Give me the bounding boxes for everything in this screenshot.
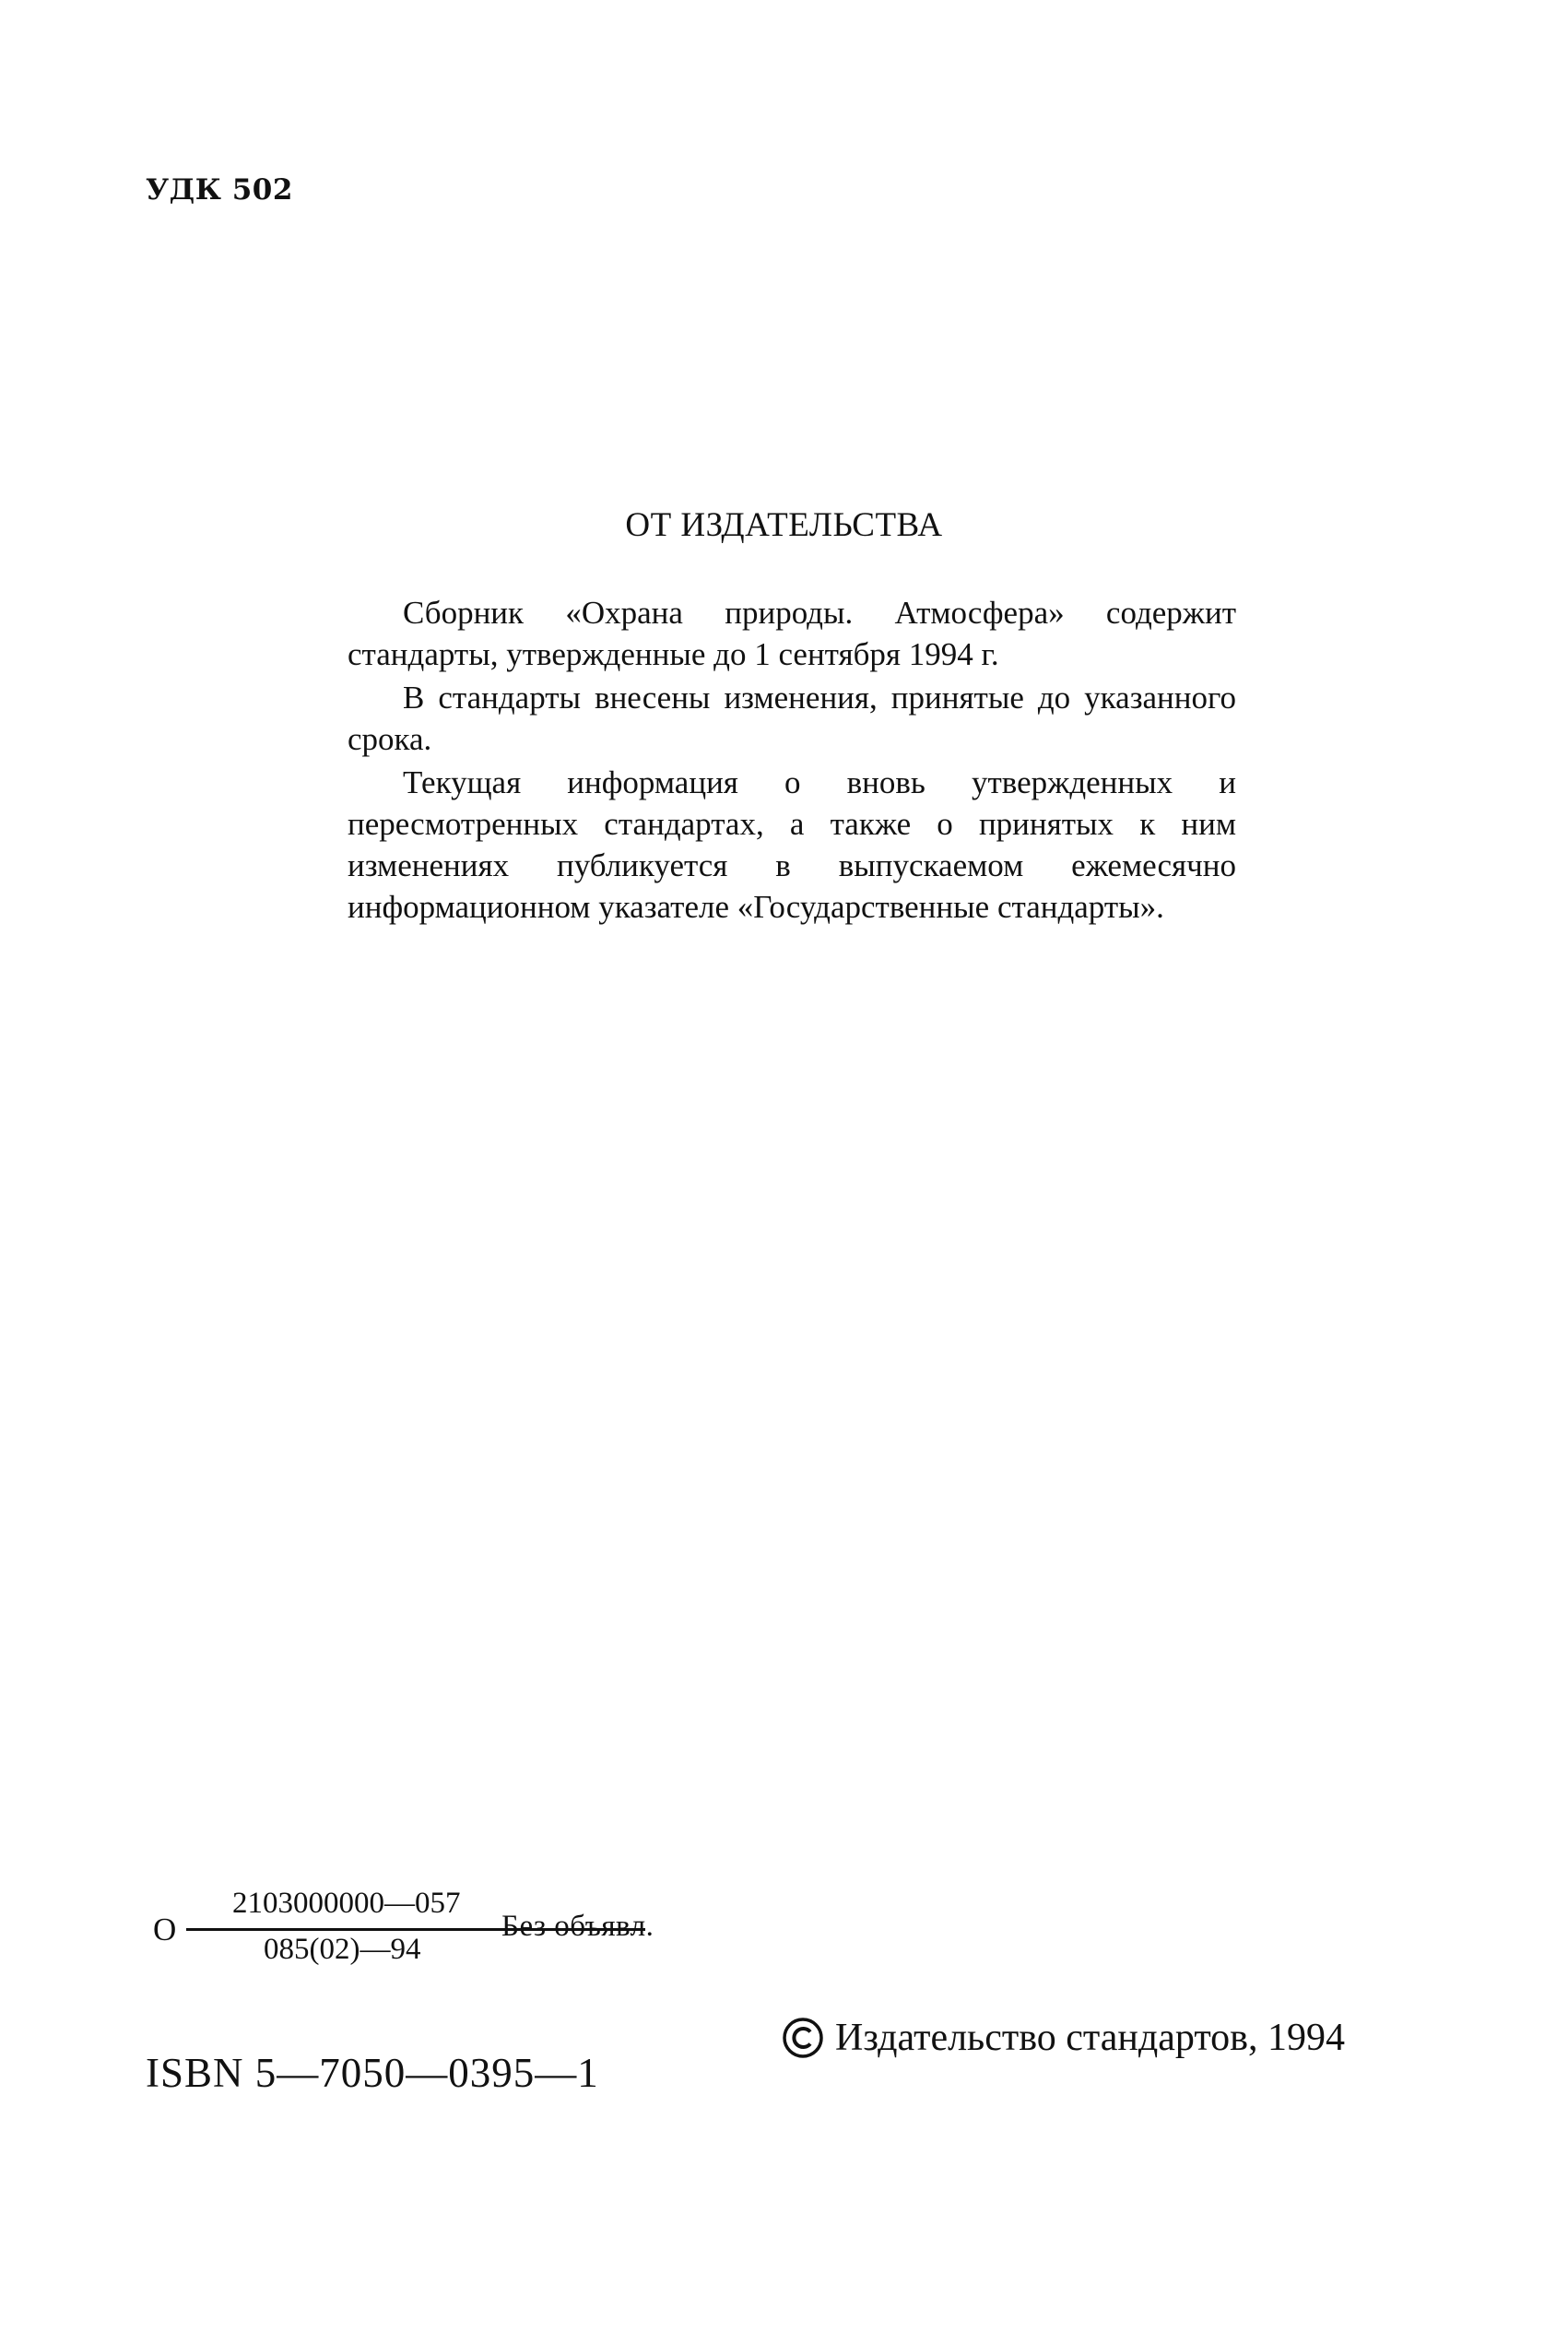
paragraph-3: Текущая информация о вновь утвержденных и пересмотренных стандартах, а также о принятых к ним изменениях публикуется в выпускаемом ежемесячно информационном указателе «Государственные стандарты». bbox=[348, 764, 1236, 925]
isbn: ISBN 5—7050—0395—1 bbox=[146, 2050, 599, 2096]
publication-imprint-code bbox=[153, 1887, 798, 1979]
paragraph-1: Сборник «Охрана природы. Атмосфера» содержит стандарты, утвержденные до 1 сентября 1994 г. bbox=[348, 595, 1236, 672]
paragraph-2: В стандарты внесены изменения, принятые до указанного срока. bbox=[348, 680, 1236, 757]
imprint-letter: О bbox=[153, 1912, 177, 1947]
copyright-line bbox=[782, 2016, 1345, 2060]
section-heading: ОТ ИЗДАТЕЛЬСТВА bbox=[625, 506, 943, 544]
imprint-note: Без объявл. bbox=[501, 1910, 654, 1943]
copyright-text: Издательство стандартов, 1994 bbox=[835, 2017, 1345, 2059]
copyright-icon bbox=[782, 2017, 824, 2059]
imprint-numerator: 2103000000—057 bbox=[232, 1887, 461, 1920]
publisher-note bbox=[348, 592, 1236, 929]
udk-code: УДК 502 bbox=[146, 173, 293, 207]
imprint-denominator: 085(02)—94 bbox=[264, 1933, 421, 1966]
